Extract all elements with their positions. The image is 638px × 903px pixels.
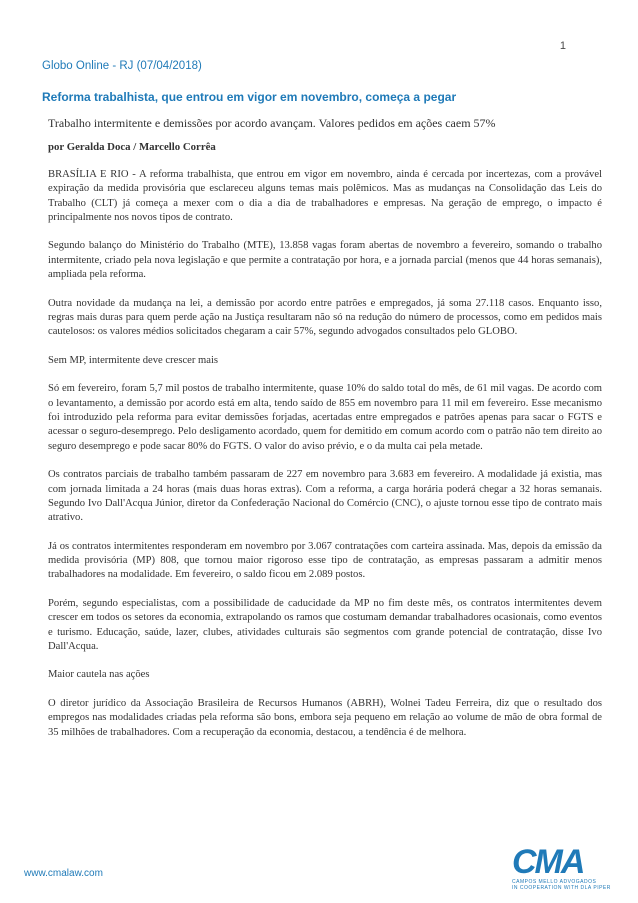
article-subtitle: Trabalho intermitente e demissões por acordo avançam. Valores pedidos em ações caem 57% (48, 116, 496, 130)
section-heading: Maior cautela nas ações (48, 669, 150, 681)
paragraph: Os contratos parciais de trabalho também passaram de 227 em novembro para 3.683 em fevereiro. A modalidade já existia, mas com jornada limitada a 24 horas (mais duas horas extras). Com a reforma, a carga horária poderá chegar a 32 horas semanais. Segundo Ivo Dall'Acqua Júnior, diretor da Confederação Nacional do Comércio (CNC), o ajuste tornou esse tipo de contrato mais atrativo. (48, 469, 602, 524)
logo-line-1: CAMPOS MELLO ADVOGADOS (512, 879, 597, 885)
logo-line-2: IN COOPERATION WITH DLA PIPER (512, 885, 611, 891)
paragraph: Já os contratos intermitentes responderam em novembro por 3.067 contratações com carteira assinada. Mas, depois da emissão da medida provisória (MP) 808, que tornou maior rigoroso esse tipo de contratação, as empresas passaram a admitir menos trabalhadores na modalidade. Em fevereiro, o saldo ficou em 2.089 postos. (48, 540, 602, 581)
section-heading: Sem MP, intermitente deve crescer mais (48, 354, 219, 366)
paragraph: O diretor jurídico da Associação Brasileira de Recursos Humanos (ABRH), Wolnei Tadeu Ferreira, diz que o resultado dos empregos nas modalidades criadas pela reforma são bons, embora seja pequeno em relação ao volume de mão de obra formal de 35 milhões de trabalhadores. Com a recuperação da economia, destacou, a tendência é de melhora. (48, 697, 602, 738)
paragraph: Porém, segundo especialistas, com a possibilidade de caducidade da MP no fim deste mês, os contratos intermitentes devem crescer em todos os setores da economia, extrapolando os ramos que costumam demandar trabalhadores ocasionais, como eventos e turismo. Educação, saúde, lazer, clubes, atividades culturais são segmentos com grande potencial de contratação, disse Ivo Dall'Acqua. (48, 597, 602, 652)
paragraph: BRASÍLIA E RIO - A reforma trabalhista, que entrou em vigor em novembro, ainda é cercada por incertezas, com a provável expiração da medida provisória que esclareceu alguns temas mais polêmicos. Mas as mudanças na Consolidação das Leis do Trabalho (CLT) já começa a mexer com o dia a dia de trabalhadores e empresas. Na geração de emprego, o impacto é principalmente nos novos tipos de contrato. (48, 169, 602, 223)
footer-url-link[interactable]: www.cmalaw.com (24, 868, 103, 879)
company-logo (512, 845, 624, 897)
paragraph: Segundo balanço do Ministério do Trabalho (MTE), 13.858 vagas foram abertas de novembro a fevereiro, somando o trabalho intermitente, criado pela nova legislação e que permite a contratação por hora, e a jornada parcial (menos que 44 horas semanais), ampliada pela reforma. (48, 240, 602, 281)
page-number: 1 (559, 40, 566, 52)
logo-mark: CMA (512, 843, 584, 881)
article-body (48, 168, 602, 754)
article-headline: Reforma trabalhista, que entrou em vigor em novembro, começa a pegar (42, 90, 457, 104)
paragraph: Só em fevereiro, foram 5,7 mil postos de trabalho intermitente, quase 10% do saldo total do mês, de 61 mil vagas. De acordo com o levantamento, a demissão por acordo está em alta, tendo saído de 855 em novembro para 11 mil em fevereiro. Esse mecanismo foi introduzido pela reforma para evitar demissões forjadas, acertadas entre empregados e patrões apenas para sacar o FGTS e acessar o seguro-desemprego. Pelo desligamento acordado, quem for demitido em comum acordo com o patrão não tem direito ao seguro desemprego e pode sacar 80% do FGTS. O valor do aviso prévio, e o da multa cai pela metade. (48, 383, 602, 452)
source-line: Globo Online - RJ (07/04/2018) (42, 60, 202, 72)
article-byline: por Geralda Doca / Marcello Corrêa (48, 141, 216, 153)
paragraph: Outra novidade da mudança na lei, a demissão por acordo entre patrões e empregados, já soma 27.118 casos. Enquanto isso, regras mais duras para quem perde ação na Justiça resultaram não só na redução do número de processos, como em pedidos mais cautelosos: os valores médios solicitados chegaram a cair 57%, segundo advogados consultados pelo GLOBO. (48, 297, 602, 338)
